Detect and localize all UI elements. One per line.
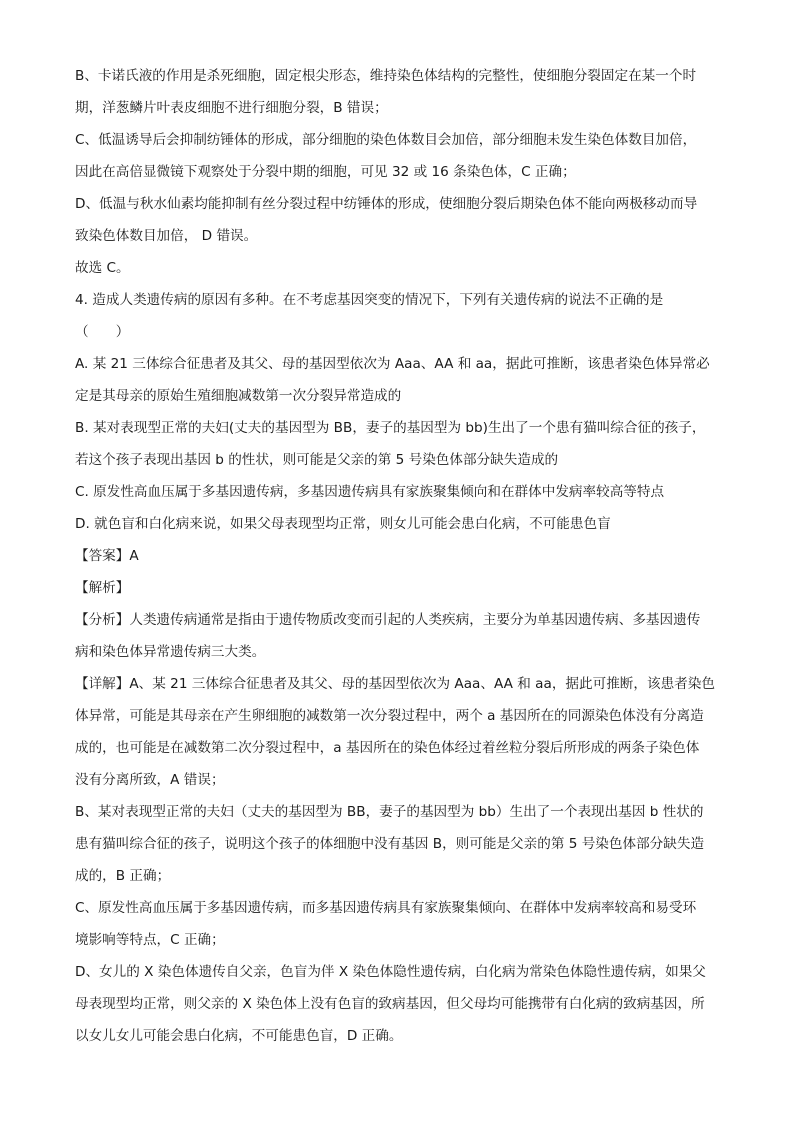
text-line: 患有猫叫综合征的孩子，说明这个孩子的体细胞中没有基因 B，则可能是父亲的第 5 号染色体部分缺失造 [75,836,705,852]
question-stem: 4. 造成人类遗传病的原因有多种。在不考虑基因突变的情况下，下列有关遗传病的说法不正确的是 [75,292,664,308]
text-line: 以女儿女儿可能会患白化病，不可能患色盲，D 正确。 [75,1028,403,1044]
text-line: 【详解】A、某 21 三体综合征患者及其父、母的基因型依次为 Aaa、AA 和 aa，据此可推断，该患者染色 [75,676,715,692]
text-line: B、某对表现型正常的夫妇（丈夫的基因型为 BB，妻子的基因型为 bb）生出了一个表现出基因 b 性状的 [75,804,704,820]
text-line: C、原发性高血压属于多基因遗传病，而多基因遗传病具有家族聚集倾向、在群体中发病率较高和易受环 [75,900,697,916]
option-a-cont: 定是其母亲的原始生殖细胞减数第一次分裂异常造成的 [75,388,402,404]
option-d: D. 就色盲和白化病来说，如果父母表现型均正常，则女儿可能会患白化病，不可能患色盲 [75,516,611,532]
text-line: 病和染色体异常遗传病三大类。 [75,644,266,660]
text-line: 【分析】人类遗传病通常是指由于遗传物质改变而引起的人类疾病，主要分为单基因遗传病、多基因遗传 [75,612,701,628]
answer-label: 【答案】A [75,548,139,564]
text-line: 境影响等特点，C 正确； [75,932,225,948]
analysis-label: 【解析】 [75,580,130,596]
text-line: B、卡诺氏液的作用是杀死细胞，固定根尖形态，维持染色体结构的完整性，使细胞分裂固定在某一个时 [75,68,697,84]
text-line: 成的，也可能是在减数第二次分裂过程中，a 基因所在的染色体经过着丝粒分裂后所形成的两条子染色体 [75,740,700,756]
option-b: B. 某对表现型正常的夫妇(丈夫的基因型为 BB，妻子的基因型为 bb)生出了一个患有猫叫综合征的孩子， [75,420,706,436]
text-line: 母表现型均正常，则父亲的 X 染色体上没有色盲的致病基因，但父母均可能携带有白化病的致病基因，所 [75,996,705,1012]
text-line: D、低温与秋水仙素均能抑制有丝分裂过程中纺锤体的形成，使细胞分裂后期染色体不能向两极移动而导 [75,196,698,212]
text-line: 因此在高倍显微镜下观察处于分裂中期的细胞，可见 32 或 16 条染色体，C 正确； [75,164,576,180]
option-a: A. 某 21 三体综合征患者及其父、母的基因型依次为 Aaa、AA 和 aa，据此可推断，该患者染色体异常必 [75,356,710,372]
text-line: 致染色体数目加倍， D 错误。 [75,228,258,244]
text-line: 故选 C。 [75,260,130,276]
text-line: D、女儿的 X 染色体遗传自父亲，色盲为伴 X 染色体隐性遗传病，白化病为常染色体隐性遗传病，如果父 [75,964,706,980]
text-line: 期，洋葱鳞片叶表皮细胞不进行细胞分裂，B 错误； [75,100,388,116]
option-c: C. 原发性高血压属于多基因遗传病，多基因遗传病具有家族聚集倾向和在群体中发病率较高等特点 [75,484,665,500]
text-line: 成的，B 正确； [75,868,171,884]
text-line: 体异常，可能是其母亲在产生卵细胞的减数第一次分裂过程中，两个 a 基因所在的同源染色体没有分离造 [75,708,704,724]
option-b-cont: 若这个孩子表现出基因 b 的性状，则可能是父亲的第 5 号染色体部分缺失造成的 [75,452,559,468]
question-blank: （ ） [75,324,130,340]
text-line: C、低温诱导后会抑制纺锤体的形成，部分细胞的染色体数目会加倍，部分细胞未发生染色体数目加倍， [75,132,697,148]
text-line: 没有分离所致，A 错误； [75,772,225,788]
